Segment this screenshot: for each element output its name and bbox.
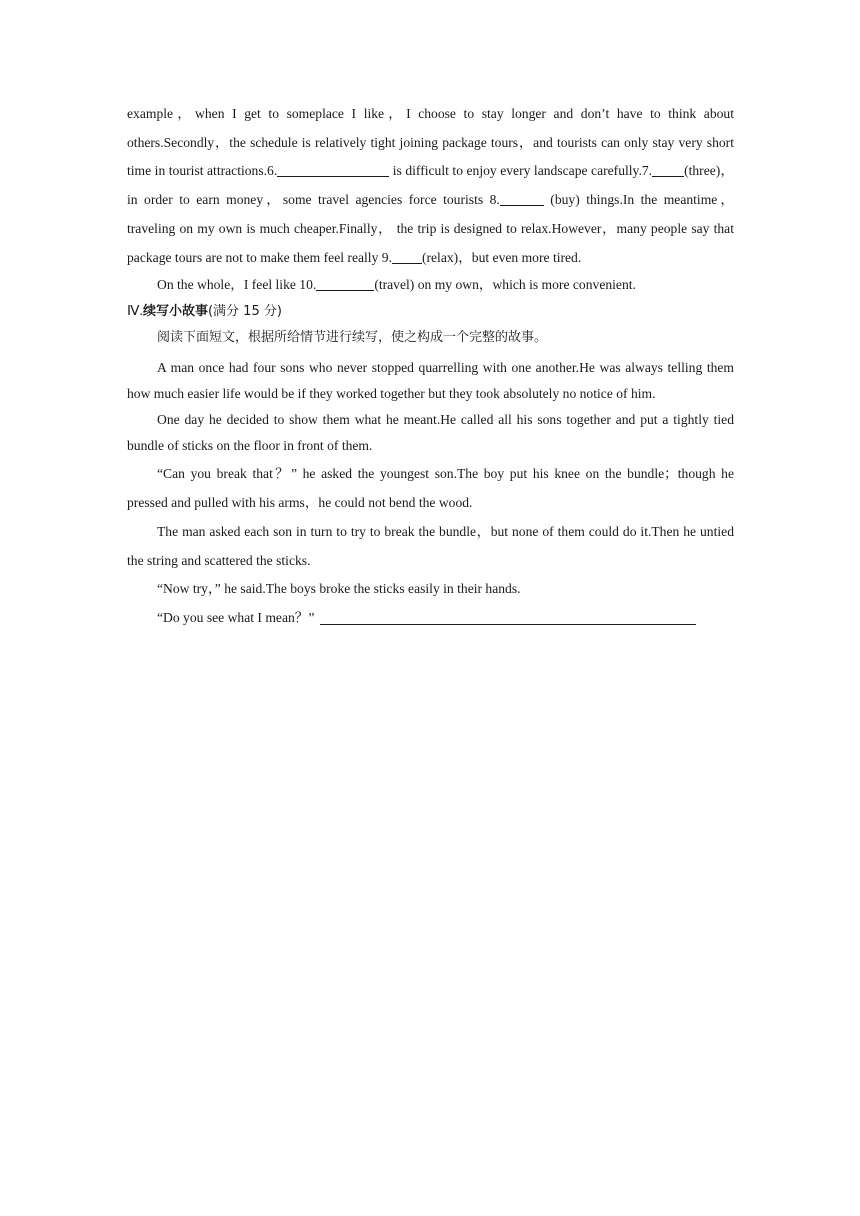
passage-paragraph-1	[127, 100, 734, 272]
passage-text: (buy) things.In the meantime， traveling on my own is much cheaper.Finally， the trip is designed to relax.However，many people say that package tours are not to make them feel really 9.	[127, 192, 734, 265]
blank-7[interactable]	[652, 163, 684, 178]
blank-8[interactable]	[500, 192, 544, 207]
passage-text: On the whole，I feel like 10.	[157, 277, 317, 293]
passage-text: example，when I get to someplace I like，I choose to stay longer and don’t have to think about others.Secondly，the schedule is relatively tight joining package tours，and tourists can only stay very short time in tourist attractions.6.	[127, 106, 734, 179]
story-paragraph-4: The man asked each son in turn to try to break the bundle，but none of them could do it.Then he untied the string and scattered the sticks.	[127, 524, 734, 569]
section-score: (满分 15 分)	[207, 304, 282, 320]
continuation-answer-line[interactable]	[320, 611, 696, 626]
passage-text: (travel) on my own，which is more convenient.	[374, 277, 636, 293]
story-instruction: 阅读下面短文，根据所给情节进行续写，使之构成一个完整的故事。	[157, 330, 548, 346]
story-paragraph-6	[127, 603, 734, 633]
passage-text: is difficult to enjoy every landscape carefully.7.	[389, 163, 653, 179]
story-paragraph-5: “Now try，” he said.The boys broke the sticks easily in their hands.	[157, 581, 521, 597]
blank-10[interactable]	[316, 277, 374, 292]
passage-text: (three)，in order to earn money，some travel agencies force tourists 8.	[127, 163, 734, 208]
section-number: Ⅳ.	[127, 303, 143, 319]
story-paragraph-3: “Can you break that？” he asked the youngest son.The boy put his knee on the bundle；though he pressed and pulled with his arms，he could not bend the wood.	[127, 466, 734, 511]
blank-6[interactable]	[277, 163, 389, 178]
section-heading	[127, 298, 734, 325]
section-title: 续写小故事	[142, 304, 208, 320]
passage-text: (relax)，but even more tired.	[421, 249, 582, 265]
passage-paragraph-2	[127, 272, 734, 298]
story-last-line: “Do you see what I mean？”	[157, 610, 315, 626]
document-page	[127, 100, 734, 633]
blank-9[interactable]	[392, 249, 422, 264]
story-paragraph-2: One day he decided to show them what he meant.He called all his sons together and put a tightly tied bundle of sticks on the floor in front of them.	[127, 412, 734, 454]
story-paragraph-1: A man once had four sons who never stopped quarrelling with one another.He was always telling them how much easier life would be if they worked together but they took absolutely no notice of him.	[127, 360, 734, 402]
